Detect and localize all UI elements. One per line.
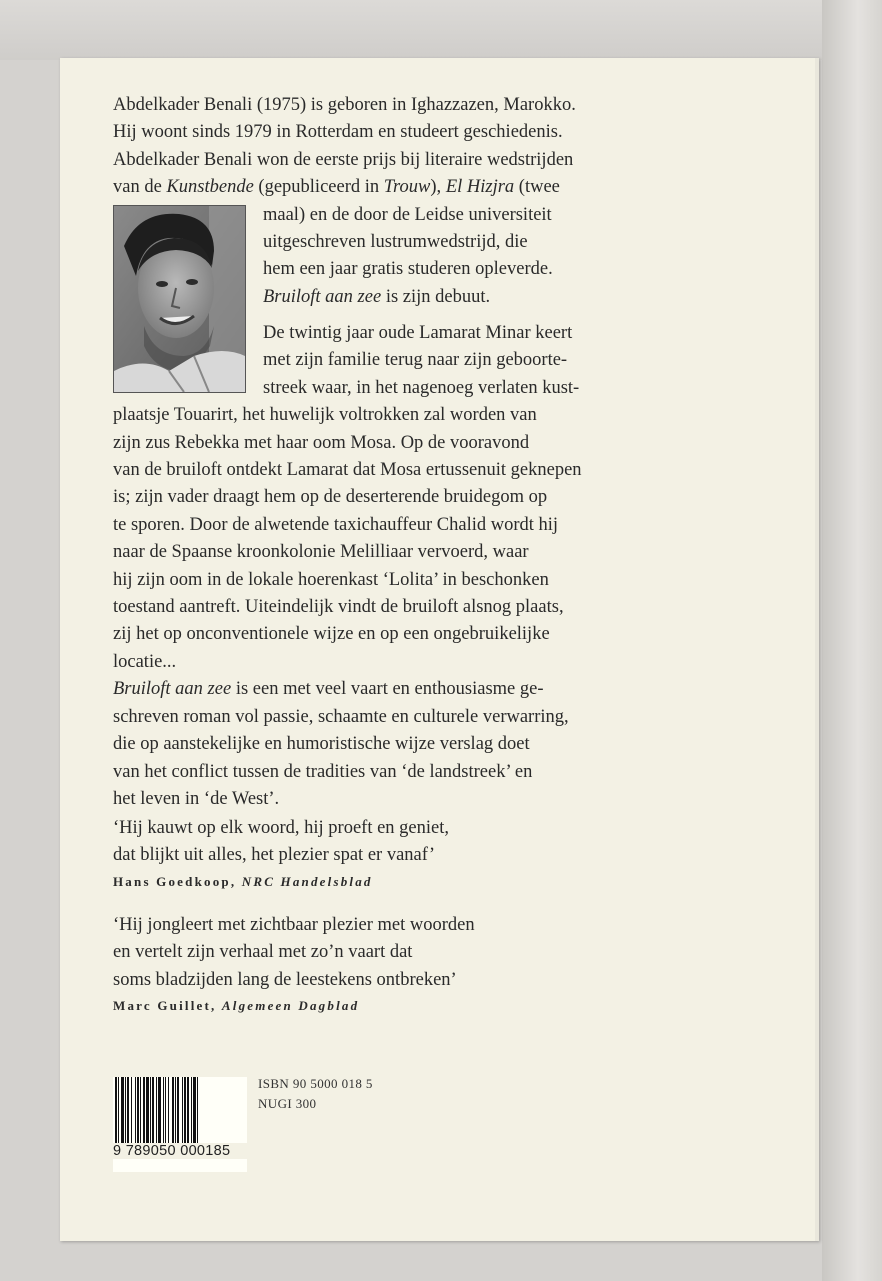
- bio-text: (gepubliceerd in: [253, 177, 384, 198]
- isbn-block: [258, 1074, 373, 1114]
- barcode-bar: [150, 1077, 151, 1145]
- synopsis-line: schreven roman vol passie, schaamte en culturele verwarring,: [113, 706, 569, 727]
- barcode-bar: [177, 1077, 179, 1145]
- quote-line: soms bladzijden lang de leestekens ontbreken’: [113, 969, 457, 990]
- quote-attribution: [113, 870, 633, 894]
- synopsis-line: te sporen. Door de alwetende taxichauffeur Chalid wordt hij: [113, 514, 559, 535]
- barcode-bar: [187, 1077, 189, 1145]
- bio-text: is zijn debuut.: [381, 286, 491, 307]
- synopsis-line: zijn zus Rebekka met haar oom Mosa. Op de vooravond: [113, 432, 530, 453]
- quote-author: Hans Goedkoop,: [113, 873, 242, 889]
- synopsis-line: van de bruiloft ontdekt Lamarat dat Mosa ertussenuit geknepen: [113, 460, 582, 481]
- barcode-bar: [131, 1077, 132, 1145]
- barcode-bar: [118, 1077, 119, 1145]
- barcode-bar: [168, 1077, 169, 1145]
- bio-italic-trouw: Trouw: [383, 177, 431, 198]
- barcode-bar: [121, 1077, 124, 1145]
- nugi-code: NUGI 300: [258, 1096, 317, 1111]
- review-quote: [113, 912, 633, 1018]
- barcode-bar: [146, 1077, 149, 1145]
- barcode-bar: [125, 1077, 126, 1145]
- barcode-bar: [163, 1077, 164, 1145]
- scan-background-right: [822, 0, 882, 1281]
- synopsis-line: het leven in ‘de West’.: [113, 788, 280, 809]
- barcode-bar: [172, 1077, 174, 1145]
- synopsis-line: locatie...: [113, 651, 177, 672]
- synopsis-line: streek waar, in het nagenoeg verlaten kust-: [263, 377, 580, 398]
- bio-italic-kunstbende: Kunstbende: [166, 177, 254, 198]
- barcode-bar: [184, 1077, 186, 1145]
- barcode-bar: [115, 1077, 117, 1145]
- synopsis-line: is; zijn vader draagt hem op de deserterende bruidegom op: [113, 487, 548, 508]
- barcode-bar: [137, 1077, 139, 1145]
- synopsis-line: van het conflict tussen de tradities van ‘de landstreek’ en: [113, 761, 533, 782]
- bio-text: (twee: [514, 177, 560, 198]
- barcode-digits: 9 789050 000185: [113, 1143, 247, 1159]
- synopsis-line: naar de Spaanse kroonkolonie Melilliaar vervoerd, waar: [113, 542, 529, 563]
- bio-text: ),: [430, 177, 446, 198]
- scan-background-top: [0, 0, 882, 60]
- synopsis-line: plaatsje Touarirt, het huwelijk voltrokken zal worden van: [113, 405, 537, 426]
- book-title-italic: Bruiloft aan zee: [113, 679, 232, 700]
- quote-line: ‘Hij kauwt op elk woord, hij proeft en geniet,: [113, 818, 449, 838]
- debut-title: Bruiloft aan zee: [263, 286, 382, 307]
- synopsis-line: [113, 676, 633, 703]
- barcode-bar: [191, 1077, 192, 1145]
- barcode-bar: [193, 1077, 196, 1145]
- bio-line: Abdelkader Benali (1975) is geboren in Ighazzazen, Marokko.: [113, 95, 576, 115]
- barcode-bar: [158, 1077, 161, 1145]
- bio-line: hem een jaar gratis studeren opleverde.: [263, 259, 553, 280]
- barcode-bar: [140, 1077, 141, 1145]
- synopsis-line: met zijn familie terug naar zijn geboorte-: [263, 350, 568, 371]
- barcode-bar: [127, 1077, 129, 1145]
- quote-line: ‘Hij jongleert met zichtbaar plezier met woorden: [113, 915, 475, 935]
- synopsis-line: toestand aantreft. Uiteindelijk vindt de bruiloft alsnog plaats,: [113, 597, 564, 618]
- synopsis-line: zij het op onconventionele wijze en op een ongebruikelijke: [113, 624, 550, 645]
- bio-line: Hij woont sinds 1979 in Rotterdam en studeert geschiedenis.: [113, 122, 563, 143]
- quote-line: en vertelt zijn verhaal met zo’n vaart dat: [113, 942, 413, 963]
- barcode-bar: [152, 1077, 154, 1145]
- bio-line: maal) en de door de Leidse universiteit: [263, 204, 552, 225]
- quote-author: Marc Guillet,: [113, 998, 222, 1014]
- review-quote: [113, 815, 633, 894]
- barcode-bar: [156, 1077, 157, 1145]
- synopsis: [113, 320, 633, 813]
- barcode-bars: [113, 1077, 247, 1145]
- quote-attribution: [113, 994, 633, 1018]
- bio-italic-el-hizjra: El Hizjra: [445, 177, 515, 198]
- barcode-bar: [143, 1077, 145, 1145]
- bio-text: van de: [113, 177, 167, 198]
- quote-source: NRC Handelsblad: [241, 873, 373, 889]
- isbn-number: ISBN 90 5000 018 5: [258, 1076, 373, 1091]
- barcode-bar: [182, 1077, 183, 1145]
- synopsis-line: die op aanstekelijke en humoristische wijze verslag doet: [113, 734, 530, 755]
- barcode-bar: [175, 1077, 176, 1145]
- quote-line: dat blijkt uit alles, het plezier spat er vanaf’: [113, 845, 436, 866]
- barcode-bar: [197, 1077, 198, 1145]
- barcode-bar: [135, 1077, 136, 1145]
- bio-line: Abdelkader Benali won de eerste prijs bij literaire wedstrijden: [113, 149, 574, 170]
- barcode-bar: [165, 1077, 166, 1145]
- bio-line: [113, 174, 633, 201]
- synopsis-line: hij zijn oom in de lokale hoerenkast ‘Lolita’ in beschonken: [113, 569, 549, 590]
- bio-line: uitgeschreven lustrumwedstrijd, die: [263, 232, 528, 253]
- synopsis-line: De twintig jaar oude Lamarat Minar keert: [263, 323, 573, 343]
- synopsis-text: is een met veel vaart en enthousiasme ge-: [231, 679, 544, 700]
- quote-source: Algemeen Dagblad: [221, 998, 360, 1014]
